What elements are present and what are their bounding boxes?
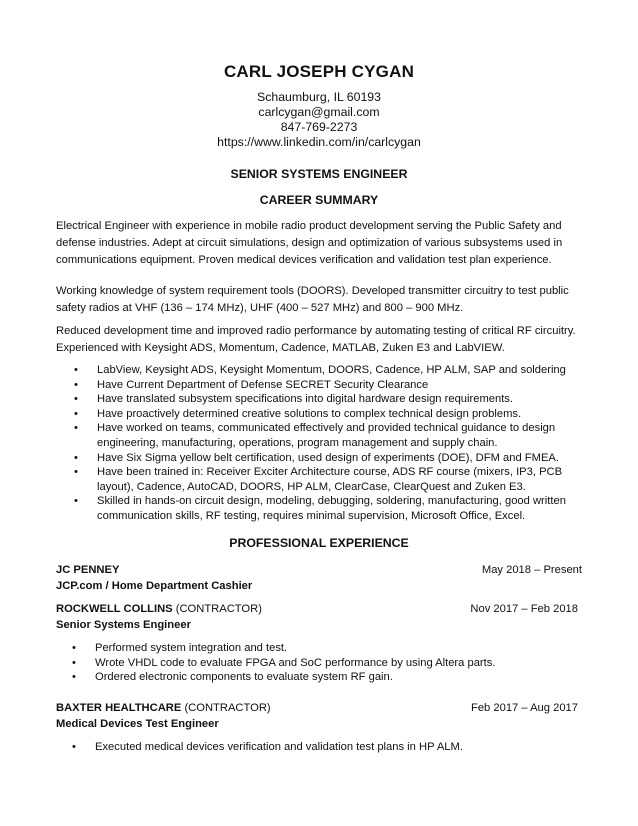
skill-text: Have Current Department of Defense SECRET Security Clearance: [97, 378, 429, 391]
job-role: Medical Devices Test Engineer: [56, 717, 219, 730]
bullet-icon: •: [74, 393, 78, 406]
job-bullet: [60, 740, 590, 755]
bullet-icon: •: [74, 495, 78, 508]
job-bullet-text: Performed system integration and test.: [95, 642, 288, 654]
summary-paragraph: Electrical Engineer with experience in mobile radio product development serving the Public Safety and defense industries. Adept at circuit simulations, design and optimization of various subsystems used in communications equipment. Proven medical devices verification and validation test plan experience.: [56, 220, 563, 266]
job-bullet-text: Executed medical devices verification and validation test plans in HP ALM.: [95, 741, 463, 753]
job-bullets: [60, 641, 590, 685]
email: carlcygan@gmail.com: [258, 105, 380, 119]
bullet-icon: •: [74, 466, 78, 479]
skill-text: Have translated subsystem specifications into digital hardware design requirements.: [97, 393, 514, 406]
job-entry: [56, 563, 582, 594]
company-name: BAXTER HEALTHCARE: [56, 702, 182, 714]
job-dates: Nov 2017 – Feb 2018: [470, 603, 578, 615]
bullet-icon: •: [72, 656, 76, 669]
skill-item: [62, 363, 592, 378]
bullet-icon: •: [72, 671, 76, 684]
job-bullet-text: Wrote VHDL code to evaluate FPGA and SoC performance by using Altera parts.: [95, 656, 496, 669]
skill-text: Have proactively determined creative solutions to complex technical design problems.: [97, 407, 522, 420]
job-entry: [56, 602, 578, 633]
job-entry: [56, 701, 578, 732]
location: Schaumburg, IL 60193: [257, 90, 381, 104]
job-role: JCP.com / Home Department Cashier: [56, 579, 253, 592]
job-bullet-text: Ordered electronic components to evaluate system RF gain.: [95, 671, 393, 684]
job-dates: Feb 2017 – Aug 2017: [471, 702, 578, 714]
skill-item: [62, 451, 592, 466]
job-bullet: [60, 641, 590, 656]
bullet-icon: •: [72, 642, 76, 654]
skill-text: Skilled in hands-on circuit design, modeling, debugging, soldering, manufacturing, good written communication skills, RF testing, requires minimal supervision, Microsoft Office, Excel.: [97, 495, 566, 522]
skill-text: Have worked on teams, communicated effectively and provided technical guidance to design engineering, manufacturing, operations, program management and supply chain.: [97, 422, 556, 449]
skills-list: [62, 363, 592, 524]
contact-block: [0, 90, 638, 150]
company-qualifier: (CONTRACTOR): [181, 702, 271, 714]
company-name: JC PENNEY: [56, 564, 120, 576]
skill-item: [62, 465, 592, 494]
skill-item: [62, 494, 592, 523]
skill-text: Have been trained in: Receiver Exciter Architecture course, ADS RF course (mixers, IP3, PCB layout), Cadence, AutoCAD, DOORS, HP ALM, ClearCase, ClearQuest and Zuken E3.: [97, 466, 563, 493]
career-summary-heading: CAREER SUMMARY: [259, 193, 379, 207]
bullet-icon: •: [74, 407, 78, 420]
bullet-icon: •: [74, 422, 78, 435]
job-role: Senior Systems Engineer: [56, 618, 191, 631]
job-title-heading: SENIOR SYSTEMS ENGINEER: [230, 167, 408, 181]
linkedin-url: https://www.linkedin.com/in/carlcygan: [217, 135, 421, 149]
skill-item: [62, 407, 592, 422]
company-qualifier: (CONTRACTOR): [172, 603, 262, 615]
bullet-icon: •: [74, 451, 78, 464]
skill-item: [62, 421, 592, 450]
skill-item: [62, 392, 592, 407]
job-bullet: [60, 670, 590, 685]
bullet-icon: •: [74, 364, 78, 376]
skill-text: Have Six Sigma yellow belt certification, used design of experiments (DOE), DFM and FMEA.: [97, 451, 559, 464]
job-bullets: [60, 740, 590, 755]
skill-item: [62, 378, 592, 393]
job-bullet: [60, 656, 590, 671]
summary-paragraph: Reduced development time and improved radio performance by automating testing of critical RF circuitry. Experienced with Keysight ADS, Momentum, Cadence, MATLAB, Zuken E3 and LabVIEW.: [56, 325, 576, 354]
bullet-icon: •: [74, 378, 78, 391]
bullet-icon: •: [72, 741, 76, 753]
skill-text: LabView, Keysight ADS, Keysight Momentum, DOORS, Cadence, HP ALM, SAP and soldering: [97, 364, 566, 376]
professional-experience-heading: PROFESSIONAL EXPERIENCE: [229, 536, 409, 550]
company-name: ROCKWELL COLLINS: [56, 603, 173, 615]
job-dates: May 2018 – Present: [481, 564, 582, 576]
phone: 847-769-2273: [280, 120, 358, 134]
candidate-name: CARL JOSEPH CYGAN: [223, 62, 415, 81]
summary-paragraph: Working knowledge of system requirement tools (DOORS). Developed transmitter circuitry to test public safety radios at VHF (136 – 174 MHz), UHF (400 – 527 MHz) and 800 – 900 MHz.: [56, 285, 569, 314]
